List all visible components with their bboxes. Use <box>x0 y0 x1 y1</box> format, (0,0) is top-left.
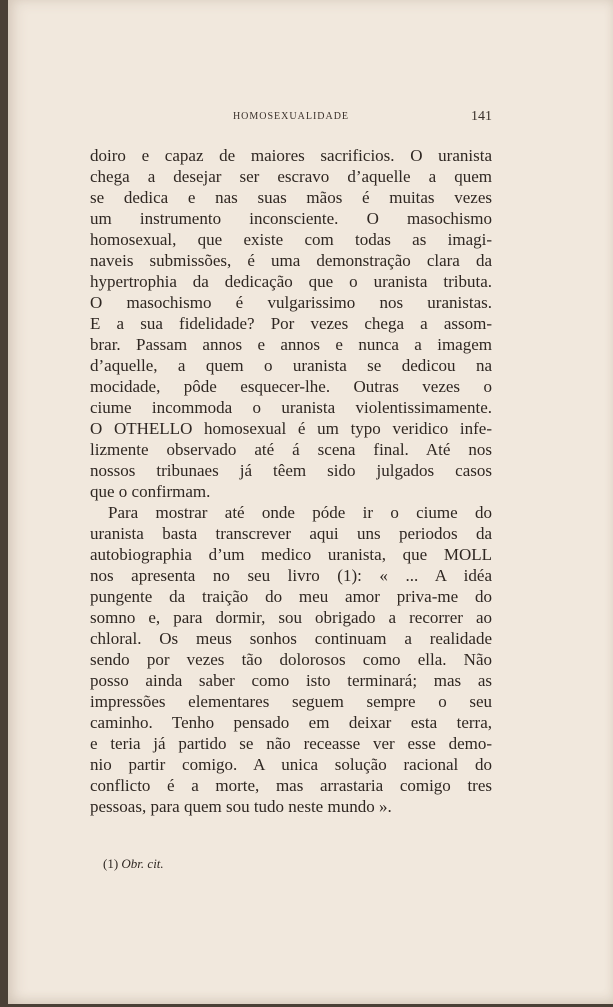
text-line: sendo por vezes tão dolorosos como ella. Não <box>90 650 492 669</box>
text-line: O OTHELLO homosexual é um typo veridico infe- <box>90 419 492 438</box>
text-line: O masochismo é vulgarissimo nos uranistas. <box>90 293 492 312</box>
text-line: doiro e capaz de maiores sacrificios. O uranista <box>90 146 492 165</box>
footnote-marker: (1) <box>103 856 119 871</box>
text-line: nossos tribunaes já têem sido julgados casos <box>90 461 492 480</box>
body-text <box>90 145 492 817</box>
text-line: brar. Passam annos e annos e nunca a imagem <box>90 335 492 354</box>
text-line: caminho. Tenho pensado em deixar esta terra, <box>90 713 492 732</box>
text-line: que o confirmam. <box>90 482 211 501</box>
text-line: impressões elementares seguem sempre o seu <box>90 692 492 711</box>
text-line: hypertrophia da dedicação que o uranista tributa. <box>90 272 492 291</box>
text-line: uranista basta transcrever aqui uns periodos da <box>90 524 492 543</box>
text-line: chloral. Os meus sonhos continuam a realidade <box>90 629 492 648</box>
text-line: nos apresenta no seu livro (1): « ... A idéa <box>90 566 492 585</box>
text-line: ciume incommoda o uranista violentissimamente. <box>90 398 492 417</box>
text-line: conflicto é a morte, mas arrastaria comigo tres <box>90 776 492 795</box>
text-line: e teria já partido se não receasse ver esse demo- <box>90 734 492 753</box>
text-line: homosexual, que existe com todas as imagi- <box>90 230 492 249</box>
text-line: se dedica e nas suas mãos é muitas vezes <box>90 188 492 207</box>
running-title: HOMOSEXUALIDADE <box>232 111 350 122</box>
text-line: chega a desejar ser escravo d’aquelle a quem <box>90 167 492 186</box>
text-line: somno e, para dormir, sou obrigado a recorrer ao <box>90 608 492 627</box>
running-head <box>90 110 492 128</box>
text-line: pungente da traição do meu amor priva-me do <box>90 587 492 606</box>
text-line: mocidade, pôde esquecer-lhe. Outras vezes o <box>90 377 492 396</box>
text-line: pessoas, para quem sou tudo neste mundo ». <box>90 797 392 816</box>
text-line: Para mostrar até onde póde ir o ciume do <box>108 503 492 522</box>
text-line: um instrumento inconsciente. O masochismo <box>90 209 492 228</box>
text-line: autobiographia d’um medico uranista, que MOLL <box>90 545 492 564</box>
text-line: d’aquelle, a quem o uranista se dedicou na <box>90 356 492 375</box>
text-line: naveis submissões, é uma demonstração clara da <box>90 251 492 270</box>
text-line: nio partir comigo. A unica solução racional do <box>90 755 492 774</box>
footnote-citation: Obr. cit. <box>121 856 164 871</box>
text-line: lizmente observado até á scena final. Até nos <box>90 440 492 459</box>
text-line: E a sua fidelidade? Por vezes chega a assom- <box>90 314 492 333</box>
footnote <box>103 856 164 872</box>
page-number: 141 <box>471 109 492 124</box>
text-line: posso ainda saber como isto terminará; mas as <box>90 671 492 690</box>
book-page <box>8 0 613 1004</box>
